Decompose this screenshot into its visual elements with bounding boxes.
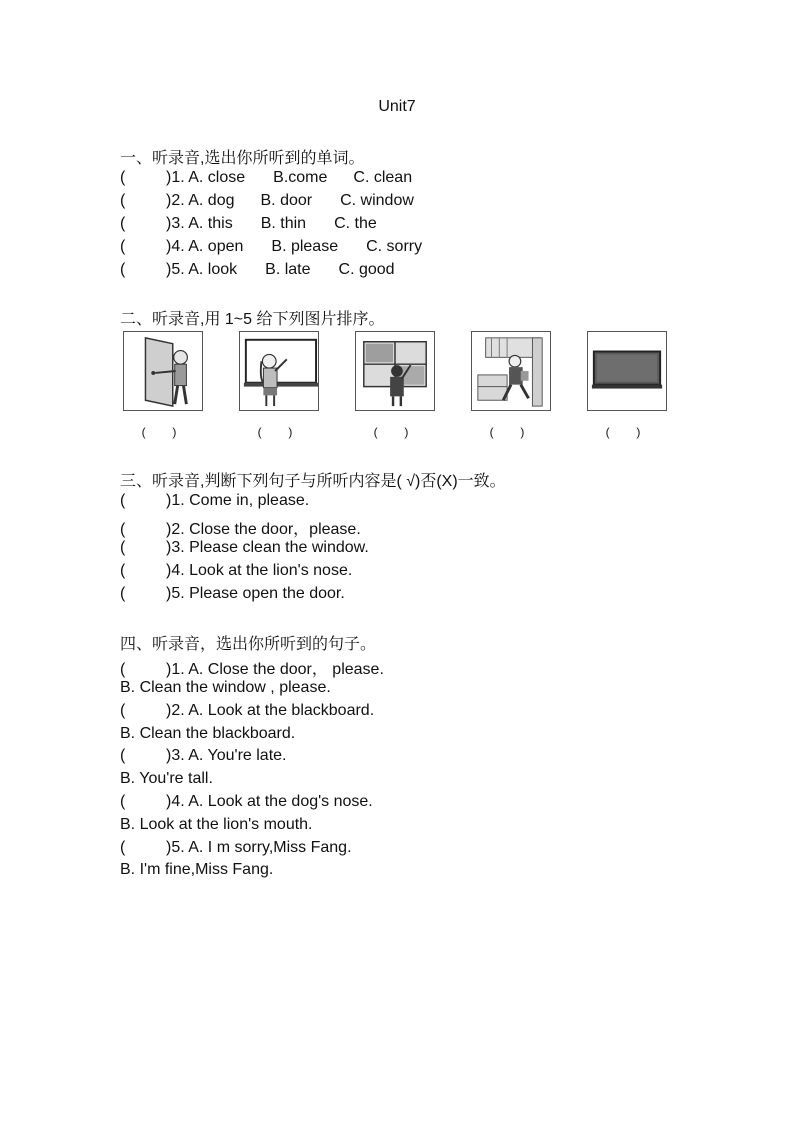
section2-heading: 二、听录音,用 1~5 给下列图片排序。 (120, 311, 385, 328)
s3-item-1: ( )1. Come in, please. (120, 492, 310, 509)
s3-item-2: ( )2. Close the door，please. (120, 521, 361, 538)
door-picture (123, 331, 203, 411)
classroom-picture (471, 331, 551, 411)
picture-row (123, 331, 683, 441)
s1-item-3: ( )3. A. this B. thin C. the (120, 215, 377, 232)
s4-item-3-b: B. You're tall. (120, 770, 213, 787)
section1-heading: 一、听录音,选出你所听到的单词。 (120, 150, 365, 167)
s4-item-3-a: ( )3. A. You're late. (120, 747, 287, 764)
s3-item-5: ( )5. Please open the door. (120, 585, 345, 602)
s3-item-3: ( )3. Please clean the window. (120, 539, 369, 556)
picture-answer-5[interactable]: ( ) (605, 425, 641, 439)
s4-item-5-a: ( )5. A. I m sorry,Miss Fang. (120, 839, 352, 856)
s4-item-1-b: B. Clean the window , please. (120, 679, 331, 696)
picture-answer-4[interactable]: ( ) (489, 425, 525, 439)
s1-item-4: ( )4. A. open B. please C. sorry (120, 238, 423, 255)
section4-heading: 四、听录音，选出你所听到的句子。 (120, 636, 377, 653)
picture-answer-1[interactable]: ( ) (141, 425, 177, 439)
s1-item-2: ( )2. A. dog B. door C. window (120, 192, 414, 209)
s4-item-2-b: B. Clean the blackboard. (120, 725, 296, 742)
s4-item-5-b: B. I'm fine,Miss Fang. (120, 861, 274, 878)
picture-answer-2[interactable]: ( ) (257, 425, 293, 439)
blackboard-picture (239, 331, 319, 411)
s4-item-1-a: ( )1. A. Close the door， please. (120, 661, 384, 678)
board-picture (587, 331, 667, 411)
s1-item-5: ( )5. A. look B. late C. good (120, 261, 395, 278)
picture-answer-3[interactable]: ( ) (373, 425, 409, 439)
s4-item-2-a: ( )2. A. Look at the blackboard. (120, 702, 375, 719)
s4-item-4-b: B. Look at the lion's mouth. (120, 816, 313, 833)
s1-item-1: ( )1. A. close B.come C. clean (120, 169, 413, 186)
s4-item-4-a: ( )4. A. Look at the dog's nose. (120, 793, 373, 810)
page-title: Unit7 (378, 98, 416, 115)
section3-heading: 三、听录音,判断下列句子与所听内容是( √)否(X)一致。 (120, 473, 506, 490)
s3-item-4: ( )4. Look at the lion's nose. (120, 562, 353, 579)
window-picture (355, 331, 435, 411)
